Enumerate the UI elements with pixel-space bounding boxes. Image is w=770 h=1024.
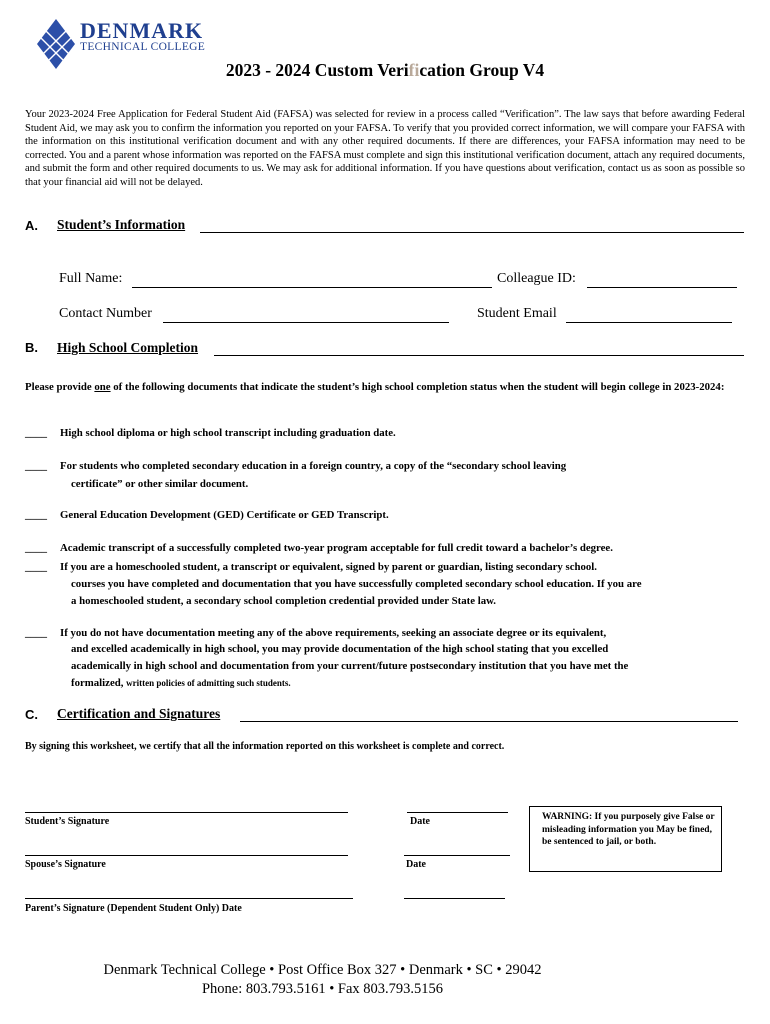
option-5-text-cont: courses you have completed and documentation that you have successfully completed secondary school education. If you are	[71, 578, 642, 590]
section-a-title: Student’s Information	[57, 217, 186, 232]
parent-signature-field[interactable]	[25, 898, 353, 899]
student-date-field[interactable]	[407, 812, 508, 813]
spouse-signature-label: Spouse’s Signature	[25, 859, 106, 870]
section-b-title: High School Completion	[57, 340, 199, 355]
spouse-signature-field[interactable]	[25, 855, 348, 856]
option-6-text: If you do not have documentation meeting any of the above requirements, seeking an associate degree or its equivalent,	[60, 627, 607, 639]
section-c-rule	[240, 721, 738, 722]
colleague-id-label: Colleague ID:	[497, 271, 576, 286]
parent-date-field[interactable]	[404, 898, 505, 899]
option-6-text-cont-2: academically in high school and documentation from your current/future postsecondary institution that you have met the	[71, 660, 629, 672]
logo-subtitle: TECHNICAL COLLEGE	[80, 41, 206, 53]
student-email-field[interactable]	[566, 322, 732, 323]
student-signature-field[interactable]	[25, 812, 348, 813]
option-6-text-cont-3: formalized, written policies of admitting such students.	[71, 677, 291, 689]
spouse-date-label: Date	[406, 859, 426, 870]
contact-number-field[interactable]	[163, 322, 449, 323]
option-1-text: High school diploma or high school transcript including graduation date.	[60, 427, 396, 439]
page-title: 2023 - 2024 Custom Verification Group V4	[225, 60, 545, 80]
section-c-letter: C.	[25, 707, 38, 722]
option-3-text: General Education Development (GED) Certificate or GED Transcript.	[60, 509, 389, 521]
option-3-checkbox[interactable]: ____	[25, 509, 47, 521]
option-2-text-cont: certificate” or other similar document.	[71, 478, 249, 490]
option-5-text-cont-2: a homeschooled student, a secondary school completion credential provided under State law.	[71, 595, 496, 607]
student-signature-label: Student’s Signature	[25, 816, 110, 827]
option-1-checkbox[interactable]: ____	[25, 427, 47, 439]
warning-box: WARNING: If you purposely give False or misleading information you May be fined, be sentenced to jail, or both.	[529, 806, 722, 872]
parent-signature-label: Parent’s Signature (Dependent Student Only) Date	[25, 903, 242, 914]
option-6-checkbox[interactable]: ____	[25, 627, 47, 639]
section-b-rule	[214, 355, 744, 356]
option-5-checkbox[interactable]: ____	[25, 561, 47, 573]
colleague-id-field[interactable]	[587, 287, 737, 288]
option-4-text: Academic transcript of a successfully completed two-year program acceptable for full credit toward a bachelor’s degree.	[60, 542, 613, 554]
spouse-date-field[interactable]	[404, 855, 510, 856]
full-name-label: Full Name:	[59, 271, 123, 286]
full-name-field[interactable]	[132, 287, 492, 288]
section-a-rule	[200, 232, 744, 233]
option-5-text: If you are a homeschooled student, a transcript or equivalent, signed by parent or guardian, listing secondary school.	[60, 561, 597, 573]
option-2-text: For students who completed secondary education in a foreign country, a copy of the “secondary school leaving	[60, 460, 567, 472]
section-b-instructions: Please provide one of the following documents that indicate the student’s high school completion status when the student will begin college in 2023-2024:	[25, 381, 725, 393]
option-2-checkbox[interactable]: ____	[25, 460, 47, 472]
certification-statement: By signing this worksheet, we certify that all the information reported on this worksheet is complete and correct.	[25, 741, 505, 752]
section-a-letter: A.	[25, 218, 38, 233]
student-date-label: Date	[410, 816, 430, 827]
student-email-label: Student Email	[477, 306, 557, 321]
footer-phone: Phone: 803.793.5161 • Fax 803.793.5156	[201, 981, 444, 997]
footer-address: Denmark Technical College • Post Office Box 327 • Denmark • SC • 29042	[103, 962, 542, 978]
option-6-text-cont: and excelled academically in high school, you may provide documentation of the high school stating that you excelled	[71, 643, 609, 655]
section-b-letter: B.	[25, 340, 38, 355]
contact-number-label: Contact Number	[59, 306, 152, 321]
intro-paragraph: Your 2023-2024 Free Application for Federal Student Aid (FAFSA) was selected for review in a process called “Verification”. The law says that before awarding Federal Student Aid, we may ask you to confirm the information you reported on your FAFSA. To verify that you provided correct information, we will compare your FAFSA with the information on this institutional verification document and with any other required documents. If there are differences, your FAFSA information may need to be corrected. You and a parent whose information was reported on the FAFSA must complete and sign this institutional verification document, attach any required documents, and submit the form and other required documents to us. We may ask for additional information. If you have questions about verification, contact us as soon as possible so that your financial aid will not be delayed.	[25, 109, 745, 188]
option-4-checkbox[interactable]: ____	[25, 542, 47, 554]
logo-name: DENMARK	[80, 18, 204, 43]
section-c-title: Certification and Signatures	[57, 706, 221, 721]
